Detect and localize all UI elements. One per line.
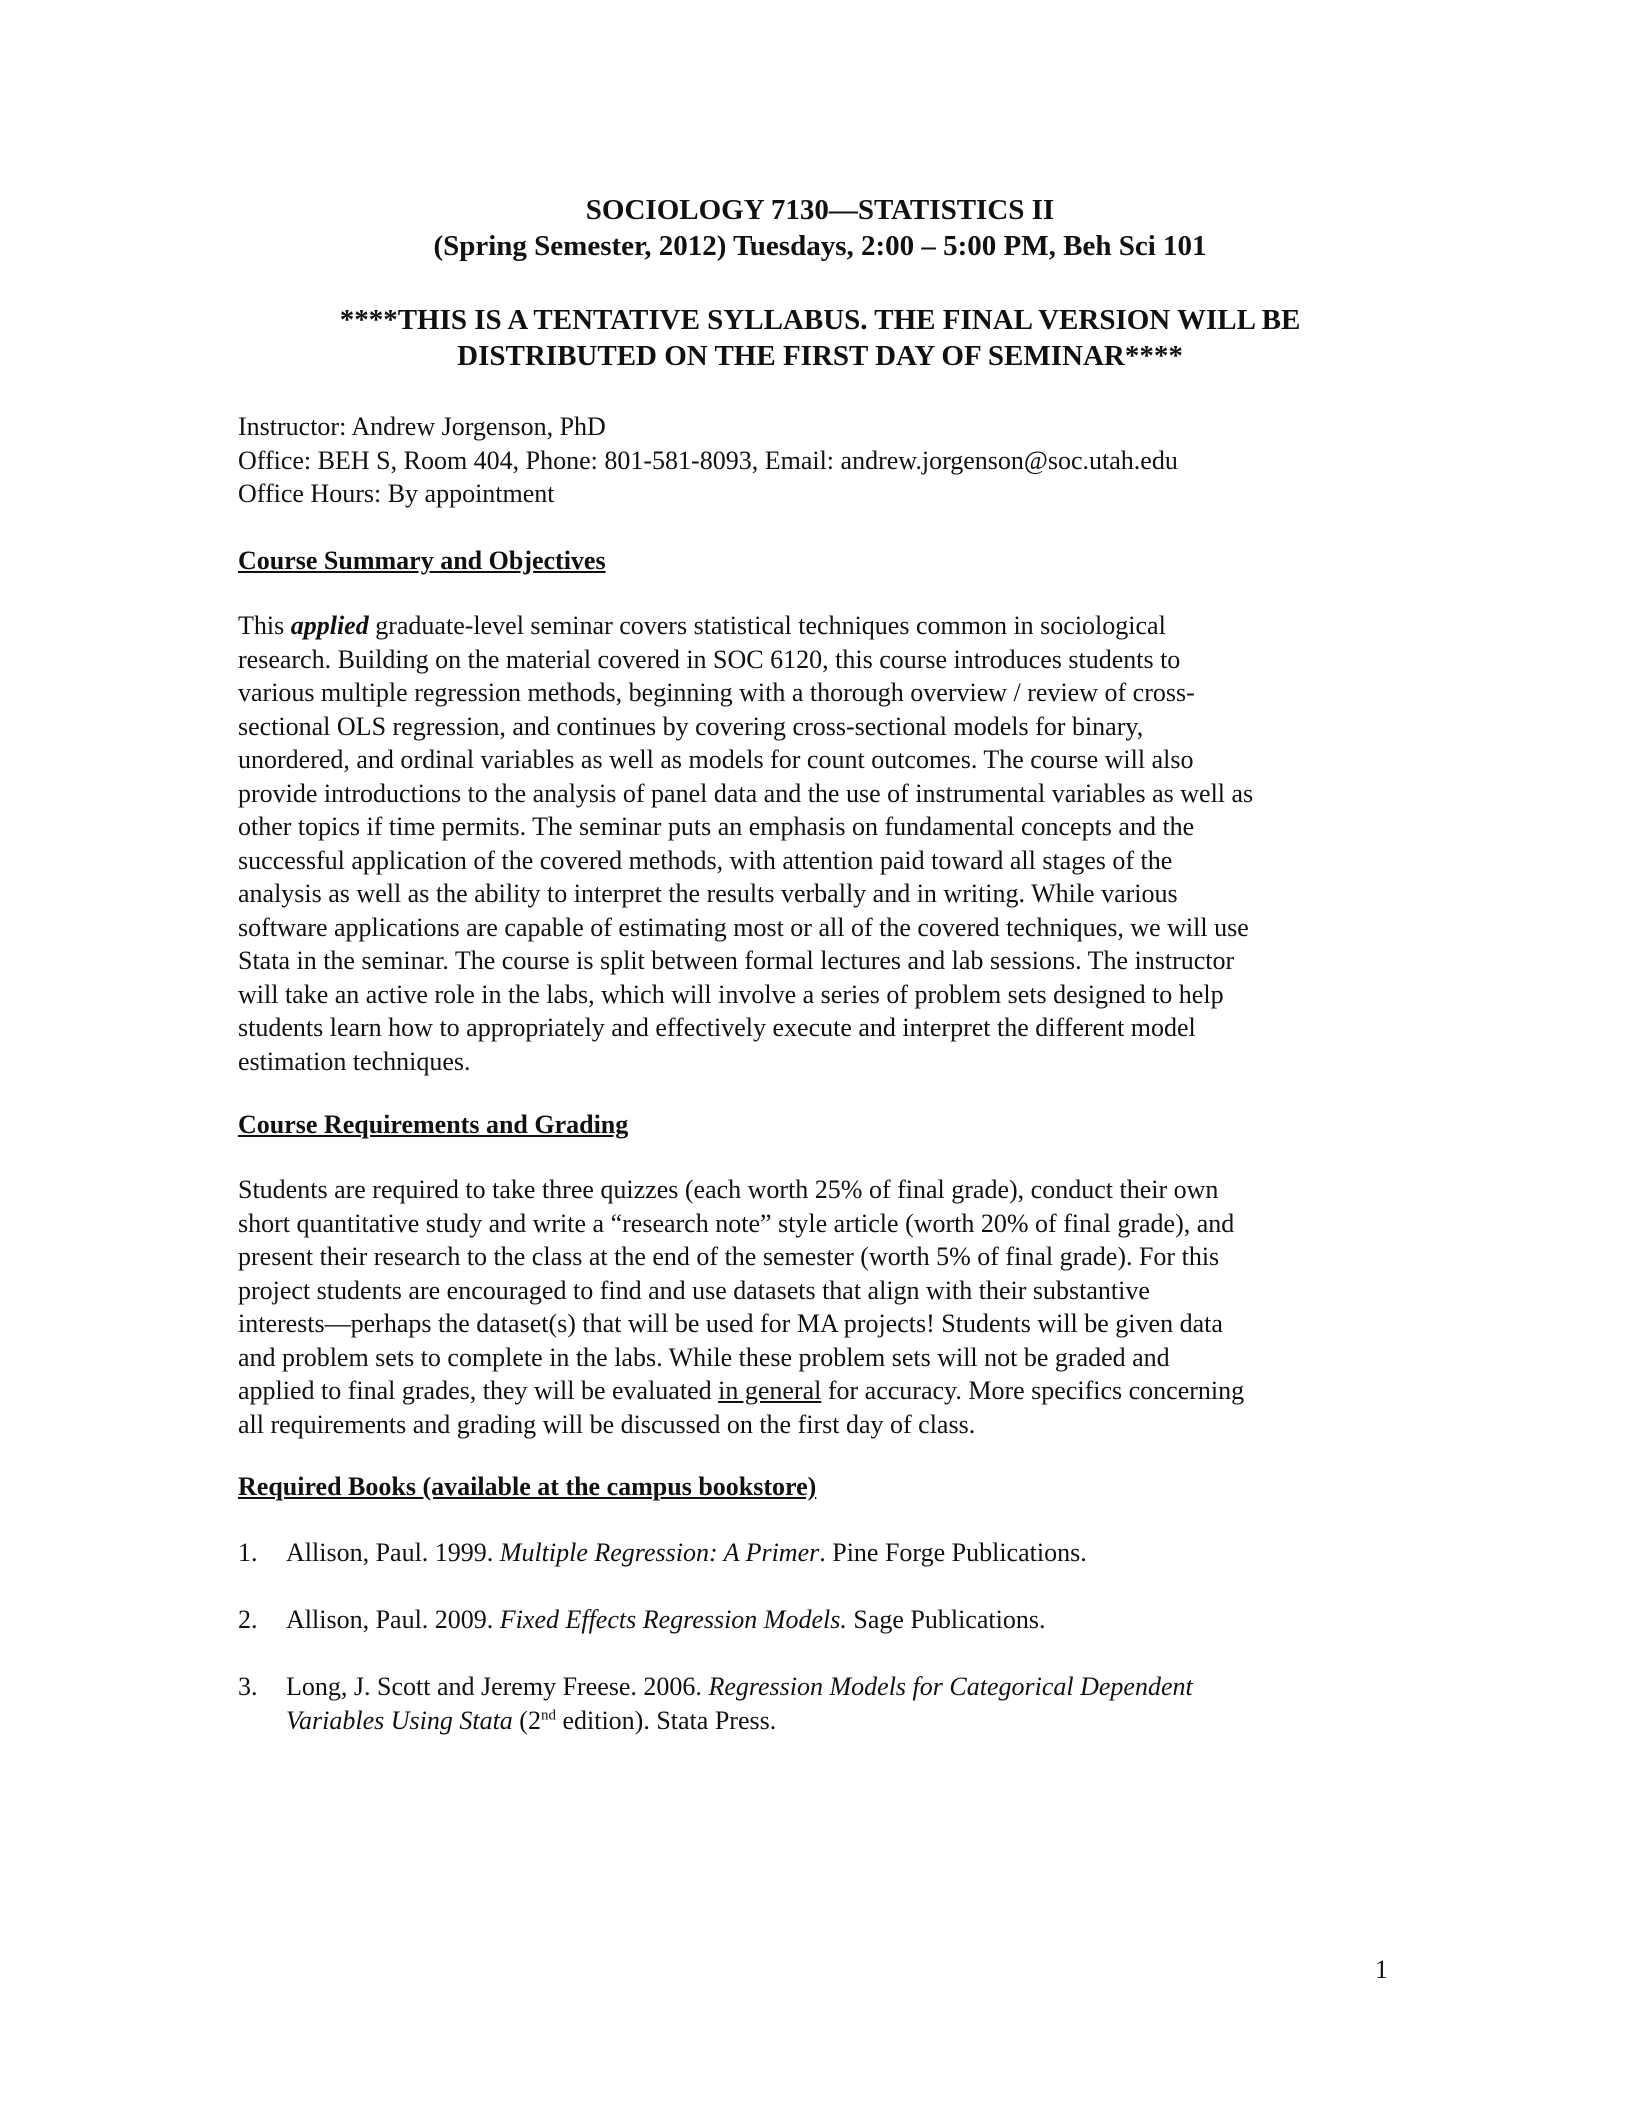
book-item-2 xyxy=(238,1603,1388,1637)
book-citation xyxy=(286,1670,1388,1704)
requirements-line: present their research to the class at the end of the semester (worth 5% of final grade). For this xyxy=(238,1242,1220,1271)
book-citation-continued xyxy=(286,1704,1388,1738)
summary-line: will take an active role in the labs, which will involve a series of problem sets designed to help xyxy=(238,979,1224,1009)
requirements-line: short quantitative study and write a “research note” style article (worth 20% of final grade), and xyxy=(238,1208,1235,1238)
summary-line: Stata in the seminar. The course is split between formal lectures and lab sessions. The instructor xyxy=(238,946,1235,975)
summary-line: unordered, and ordinal variables as well as models for count outcomes. The course will also xyxy=(238,745,1194,774)
book-title: Multiple Regression: A Primer xyxy=(499,1538,820,1567)
requirements-line xyxy=(238,1374,1388,1408)
tentative-notice-line-1: ****THIS IS A TENTATIVE SYLLABUS. THE FINAL VERSION WILL BE xyxy=(339,304,1301,336)
book-publisher: edition). Stata Press. xyxy=(555,1705,777,1735)
book-number: 2. xyxy=(238,1605,258,1634)
book-author-year: Allison, Paul. 2009. xyxy=(286,1605,500,1634)
section-heading: Required Books (available at the campus bookstore) xyxy=(238,1472,817,1501)
instructor-office: Office: BEH S, Room 404, Phone: 801-581-8093, Email: andrew.jorgenson@soc.utah.edu xyxy=(238,445,1178,475)
summary-line: other topics if time permits. The seminar puts an emphasis on fundamental concepts and the xyxy=(238,812,1195,841)
summary-line: students learn how to appropriately and effectively execute and interpret the different model xyxy=(238,1013,1196,1042)
book-title: Fixed Effects Regression Models. xyxy=(499,1605,847,1634)
book-number: 1. xyxy=(238,1538,258,1567)
requirements-paragraph xyxy=(238,1173,1388,1441)
book-title-continued: Variables Using Stata xyxy=(286,1705,513,1735)
summary-line: various multiple regression methods, beginning with a thorough overview / review of cross- xyxy=(238,678,1195,707)
book-publisher: Sage Publications. xyxy=(846,1605,1046,1634)
summary-line: analysis as well as the ability to interpret the results verbally and in writing. While various xyxy=(238,879,1178,908)
summary-first-rest: graduate-level seminar covers statistical techniques common in sociological xyxy=(368,611,1166,640)
requirements-line: Students are required to take three quizzes (each worth 25% of final grade), conduct their own xyxy=(238,1175,1219,1204)
requirements-line: interests—perhaps the dataset(s) that will be used for MA projects! Students will be given data xyxy=(238,1309,1223,1338)
requirements-line: project students are encouraged to find and use datasets that align with their substantive xyxy=(238,1275,1150,1305)
instructor-hours: Office Hours: By appointment xyxy=(238,479,555,508)
book-author-year: Allison, Paul. 1999. xyxy=(286,1538,500,1567)
course-title: SOCIOLOGY 7130—STATISTICS II xyxy=(585,194,1055,226)
book-publisher: . Pine Forge Publications. xyxy=(819,1538,1087,1567)
books-heading xyxy=(238,1470,1388,1504)
book-citation xyxy=(286,1603,1388,1637)
tentative-notice-line-2: DISTRIBUTED ON THE FIRST DAY OF SEMINAR**** xyxy=(457,340,1183,372)
summary-heading xyxy=(238,544,1388,578)
requirements-line: and problem sets to complete in the labs. While these problem sets will not be graded and xyxy=(238,1342,1170,1372)
instructor-info xyxy=(238,410,1388,511)
requirements-line: all requirements and grading will be discussed on the first day of class. xyxy=(238,1409,976,1439)
summary-prefix: This xyxy=(238,611,291,640)
summary-paragraph xyxy=(238,609,1388,1078)
book-author-year: Long, J. Scott and Jeremy Freese. 2006. xyxy=(286,1672,709,1701)
section-heading: Course Requirements and Grading xyxy=(238,1110,629,1139)
section-heading: Course Summary and Objectives xyxy=(238,546,606,575)
requirements-heading xyxy=(238,1108,1388,1142)
book-title: Regression Models for Categorical Dependent xyxy=(708,1672,1193,1701)
summary-line: software applications are capable of estimating most or all of the covered techniques, we will use xyxy=(238,912,1249,942)
requirements-line7-prefix: applied to final grades, they will be evaluated xyxy=(238,1376,719,1405)
book-item-1 xyxy=(238,1536,1388,1570)
book-edition-open: (2 xyxy=(512,1705,541,1735)
course-schedule: (Spring Semester, 2012) Tuesdays, 2:00 – 5:00 PM, Beh Sci 101 xyxy=(433,230,1207,262)
requirements-line7-rest: for accuracy. More specifics concerning xyxy=(821,1376,1245,1405)
page-number: 1 xyxy=(1375,1955,1388,1984)
book-number: 3. xyxy=(238,1672,258,1701)
summary-line xyxy=(238,609,1388,643)
in-general-underlined: in general xyxy=(718,1376,822,1405)
instructor-name: Instructor: Andrew Jorgenson, PhD xyxy=(238,412,606,441)
summary-line: provide introductions to the analysis of panel data and the use of instrumental variables as well as xyxy=(238,778,1254,808)
summary-line: estimation techniques. xyxy=(238,1046,471,1076)
book-item-3 xyxy=(238,1670,1388,1737)
summary-emphasis: applied xyxy=(290,611,369,640)
summary-line: sectional OLS regression, and continues by covering cross-sectional models for binary, xyxy=(238,711,1144,741)
summary-line: research. Building on the material covered in SOC 6120, this course introduces students to xyxy=(238,644,1181,674)
book-edition-superscript: nd xyxy=(540,1706,556,1723)
book-citation xyxy=(286,1536,1388,1570)
summary-line: successful application of the covered methods, with attention paid toward all stages of the xyxy=(238,845,1173,875)
